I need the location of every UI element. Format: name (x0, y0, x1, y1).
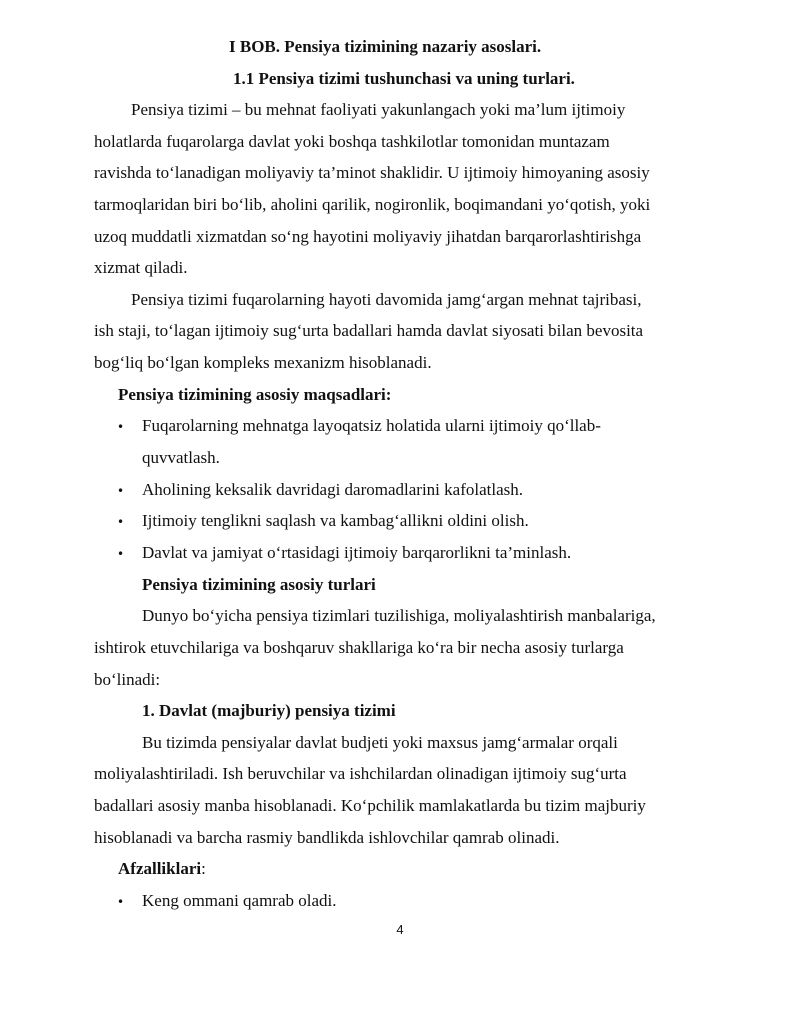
page-number: 4 (396, 922, 404, 937)
paragraph-line: xizmat qiladi. (94, 258, 188, 277)
paragraph-line: Dunyo bo‘yicha pensiya tizimlari tuzilishiga, moliyalashtirish manbalariga, (142, 606, 656, 625)
paragraph-line: Pensiya tizimi – bu mehnat faoliyati yakunlangach yoki ma’lum ijtimoiy (131, 100, 626, 119)
paragraph-line: tarmoqlaridan biri bo‘lib, aholini qarilik, nogironlik, boqimandani yo‘qotish, yoki (94, 195, 651, 214)
paragraph-line: ravishda to‘lanadigan moliyaviy ta’minot shaklidir. U ijtimoiy himoyaning asosiy (94, 163, 650, 182)
list-item: Ijtimoiy tenglikni saqlash va kambag‘allikni oldini olish. (142, 511, 529, 530)
paragraph-line: badallari asosiy manba hisoblanadi. Ko‘pchilik mamlakatlarda bu tizim majburiy (94, 796, 646, 815)
paragraph-line: Pensiya tizimi fuqarolarning hayoti davomida jamg‘argan mehnat tajribasi, (131, 290, 642, 309)
section-title: 1.1 Pensiya tizimi tushunchasi va uning turlari. (233, 69, 575, 88)
list-item: Aholining keksalik davridagi daromadlarini kafolatlash. (142, 480, 523, 499)
list-item: Fuqarolarning mehnatga layoqatsiz holatida ularni ijtimoiy qo‘llab- (142, 416, 601, 435)
paragraph-line: ishtirok etuvchilariga va boshqaruv shakllariga ko‘ra bir necha asosiy turlarga (94, 638, 624, 657)
advantages-heading-colon: : (201, 859, 206, 878)
advantages-heading-text: Afzalliklari (118, 859, 202, 878)
list-item: Keng ommani qamrab oladi. (142, 891, 337, 910)
bullet-icon: • (117, 484, 125, 498)
list-item: Davlat va jamiyat o‘rtasidagi ijtimoiy barqarorlikni ta’minlash. (142, 543, 572, 562)
subheading-state-pension: 1. Davlat (majburiy) pensiya tizimi (142, 701, 396, 720)
goals-heading: Pensiya tizimining asosiy maqsadlari: (118, 385, 392, 404)
advantages-heading (118, 858, 206, 880)
bullet-icon: • (117, 547, 125, 561)
paragraph-line: hisoblanadi va barcha rasmiy bandlikda ishlovchilar qamrab olinadi. (94, 828, 560, 847)
bullet-icon: • (117, 420, 125, 434)
paragraph-line: holatlarda fuqarolarga davlat yoki boshqa tashkilotlar tomonidan muntazam (94, 132, 610, 151)
paragraph-line: bo‘linadi: (94, 670, 161, 689)
chapter-title: I BOB. Pensiya tizimining nazariy asoslari. (229, 37, 542, 56)
paragraph-line: moliyalashtiriladi. Ish beruvchilar va ishchilardan olinadigan ijtimoiy sug‘urta (94, 764, 627, 783)
paragraph-line: ish staji, to‘lagan ijtimoiy sug‘urta badallari hamda davlat siyosati bilan bevosita (94, 321, 644, 340)
bullet-icon: • (117, 515, 125, 529)
paragraph-line: Bu tizimda pensiyalar davlat budjeti yoki maxsus jamg‘armalar orqali (142, 733, 618, 752)
paragraph-line: uzoq muddatli xizmatdan so‘ng hayotini moliyaviy jihatdan barqarorlashtirishga (94, 227, 642, 246)
types-heading: Pensiya tizimining asosiy turlari (142, 575, 376, 594)
paragraph-line: bog‘liq bo‘lgan kompleks mexanizm hisoblanadi. (94, 353, 432, 372)
bullet-icon: • (117, 895, 125, 909)
list-item-continuation: quvvatlash. (142, 448, 220, 467)
